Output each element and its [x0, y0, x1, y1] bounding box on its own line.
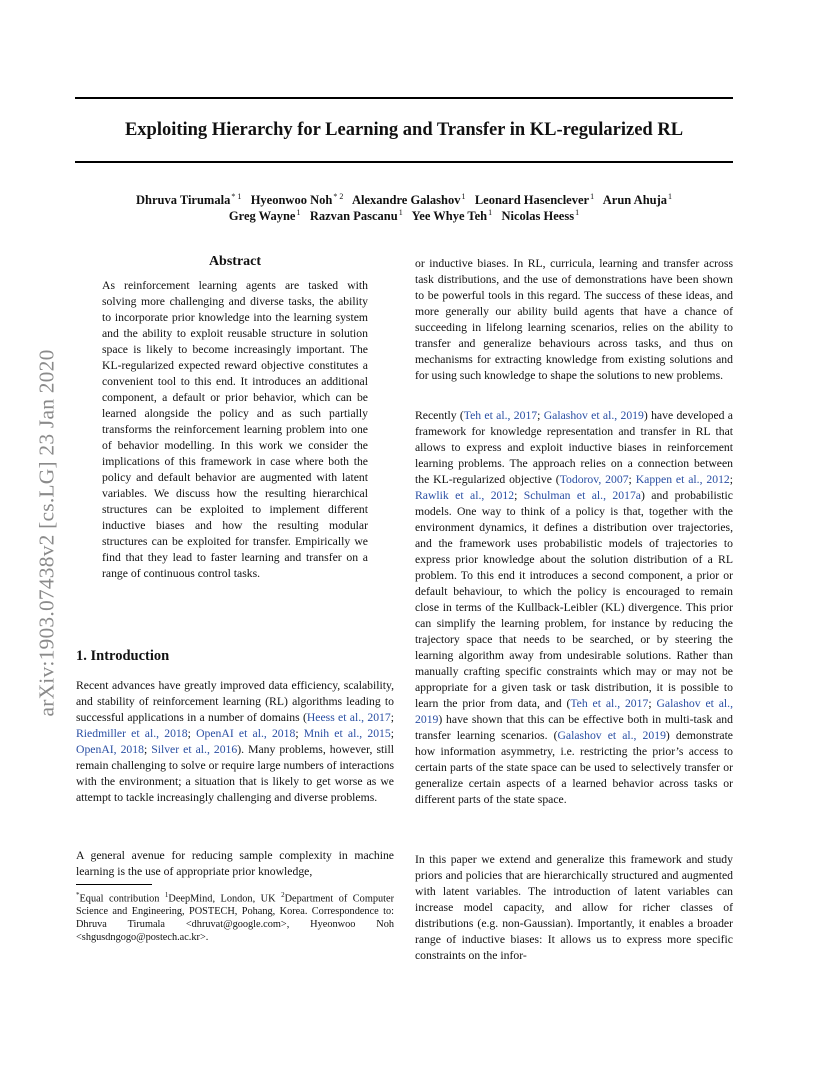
- author-affiliation-mark: * 2: [333, 192, 344, 201]
- author-name: Nicolas Heess: [501, 209, 575, 224]
- abstract-text: As reinforcement learning agents are tasked with solving more challenging and diverse tasks, the ability to incorporate prior knowledge into the learning system and the ability to exploit reusable structure in solution space is likely to become increasingly important. The KL-regularized expected reward objective constitutes a convenient tool to this end. It introduces an additional component, a default or prior behavior, which can be learned alongside the policy and as such partially transforms the reinforcement learning problem into one of behavior modelling. In this work we consider the implications of this framework in case where both the policy and default behavior are augmented with latent variables. We discuss how the resulting hierarchical structures can be exploited to implement different inductive biases and how the resulting modular structures can be exploited for transfer. Empirically we find that they lead to faster learning and transfer on a range of continuous control tasks.: [102, 279, 368, 580]
- citation-link[interactable]: Schulman et al., 2017a: [523, 489, 641, 502]
- author-affiliation-mark: * 1: [231, 192, 242, 201]
- author-list-line-1: [75, 192, 733, 208]
- arxiv-id: arXiv:1903.07438v2 [cs.LG] 23 Jan 2020: [34, 348, 59, 717]
- author-name: Arun Ahuja: [602, 193, 668, 208]
- author-affiliation-mark: 1: [488, 208, 493, 217]
- author-name: Yee Whye Teh: [411, 209, 488, 224]
- footnote: *Equal contribution $^1$DeepMind, London, UK $^2$Department of Computer Science and Engineering, POSTECH, Pohang, Korea. Correspondence to: Dhruva Tirumala <dhruvat@google.com>, Hyeonwoo Noh <shgusdngogo@postech.ac.kr>.: [76, 891, 394, 944]
- section-heading-introduction: 1. Introduction: [76, 648, 170, 664]
- citation-link[interactable]: Mnih et al., 2015: [303, 727, 391, 740]
- citation-link[interactable]: OpenAI, 2018: [76, 743, 144, 756]
- title-top-rule: [75, 97, 733, 99]
- footnote-rule: [76, 884, 152, 885]
- citation-link[interactable]: Kappen et al., 2012: [635, 473, 730, 486]
- author-name: Razvan Pascanu: [309, 209, 398, 224]
- citation-link[interactable]: Heess et al., 2017: [306, 711, 391, 724]
- abstract-heading: Abstract: [208, 254, 262, 269]
- citation-link[interactable]: Galashov et al., 2019: [557, 729, 666, 742]
- citation-link[interactable]: Galashov et al., 2019: [415, 697, 734, 726]
- citation-link[interactable]: Riedmiller et al., 2018: [76, 727, 188, 740]
- citation-link[interactable]: Teh et al., 2017: [570, 697, 649, 710]
- author-name: Hyeonwoo Noh: [250, 193, 333, 208]
- title-bottom-rule: [75, 161, 733, 163]
- author-affiliation-mark: 1: [575, 208, 580, 217]
- citation-link[interactable]: OpenAI et al., 2018: [196, 727, 296, 740]
- author-affiliation-mark: 1: [590, 192, 595, 201]
- right-paragraph-2: Recently (Teh et al., 2017; Galashov et al., 2019) have developed a framework for knowledge representation and transfer in RL that allows to express and exploit inductive biases in reinforcement learning problems. The approach relies on a connection between the KL-regularized objective (Todorov, 2007; Kappen et al., 2012; Rawlik et al., 2012; Schulman et al., 2017a) and probabilistic models. One way to think of a policy is that, together with the environment dynamics, it defines a distribution over trajectories, and the framework uses probabilistic models of trajectories to express prior knowledge about the solution distribution of a RL problem. To this end it introduces a second component, a prior or default behaviour, to which the policy is encouraged to remain close in terms of the Kullback-Leibler (KL) divergence. This prior can simplify the learning problem, for instance by reducing the trajectory space that needs to be searched, or by steering the learning algorithm away from undesirable solutions. Rather than manually crafting specific constraints which may or may not be appropriate for a given task or task distribution, it is possible to learn the prior from data, and (Teh et al., 2017; Galashov et al., 2019) have shown that this can be effective both in multi-task and transfer learning scenarios. (Galashov et al., 2019) demonstrate how information asymmetry, i.e. restricting the prior’s access to certain parts of the state space can be used to selectively transfer or generalize certain aspects of a learned behavior across tasks or different parts of the state space.: [415, 409, 734, 806]
- right-paragraph-3: In this paper we extend and generalize this framework and study priors and policies that are hierarchically structured and augmented with latent variables. The introduction of latent variables can increase model capacity, and allow for richer classes of distributions (e.g. non-Gaussian). Importantly, it enables a broader range of inductive biases: It allows us to express more specific constraints on the infor-: [415, 853, 733, 962]
- author-list-line-2: [75, 208, 733, 224]
- citation-link[interactable]: Teh et al., 2017: [463, 409, 538, 422]
- author-name: Alexandre Galashov: [352, 193, 461, 208]
- citation-link[interactable]: Rawlik et al., 2012: [415, 489, 515, 502]
- author-name: Leonard Hasenclever: [474, 193, 590, 208]
- intro-paragraph-1: Recent advances have greatly improved data efficiency, scalability, and stability of reinforcement learning (RL) algorithms leading to successful applications in a number of domains (Heess et al., 2017; Riedmiller et al., 2018; OpenAI et al., 2018; Mnih et al., 2015; OpenAI, 2018; Silver et al., 2016). Many problems, however, still remain challenging to solve or require large numbers of interactions with the environment; a situation that is likely to get worse as we attempt to tackle increasingly challenging and diverse problems.: [76, 679, 394, 804]
- author-affiliation-mark: 1: [461, 192, 466, 201]
- citation-link[interactable]: Galashov et al., 2019: [543, 409, 644, 422]
- citation-link[interactable]: Todorov, 2007: [559, 473, 629, 486]
- author-name: Dhruva Tirumala: [135, 193, 231, 208]
- paper-title: Exploiting Hierarchy for Learning and Transfer in KL-regularized RL: [124, 120, 684, 140]
- author-affiliation-mark: 1: [398, 208, 403, 217]
- citation-link[interactable]: Silver et al., 2016: [151, 743, 238, 756]
- author-affiliation-mark: 1: [668, 192, 673, 201]
- right-paragraph-1: or inductive biases. In RL, curricula, learning and transfer across task distributions, and the use of demonstrations have been shown to be powerful tools in this regard. The success of these ideas, and more generally our ability build agents that have a chance of succeeding in lifelong learning scenarios, relies on the ability to transfer and generalize behaviours across tasks, and thus on mechanisms for extracting knowledge from existing solutions and for using such knowledge to shape the solutions to new problems.: [415, 257, 733, 382]
- author-name: Greg Wayne: [228, 209, 296, 224]
- author-affiliation-mark: 1: [296, 208, 301, 217]
- arxiv-sidebar-stamp: [34, 305, 59, 760]
- intro-paragraph-2: A general avenue for reducing sample complexity in machine learning is the use of appropriate prior knowledge,: [76, 849, 394, 878]
